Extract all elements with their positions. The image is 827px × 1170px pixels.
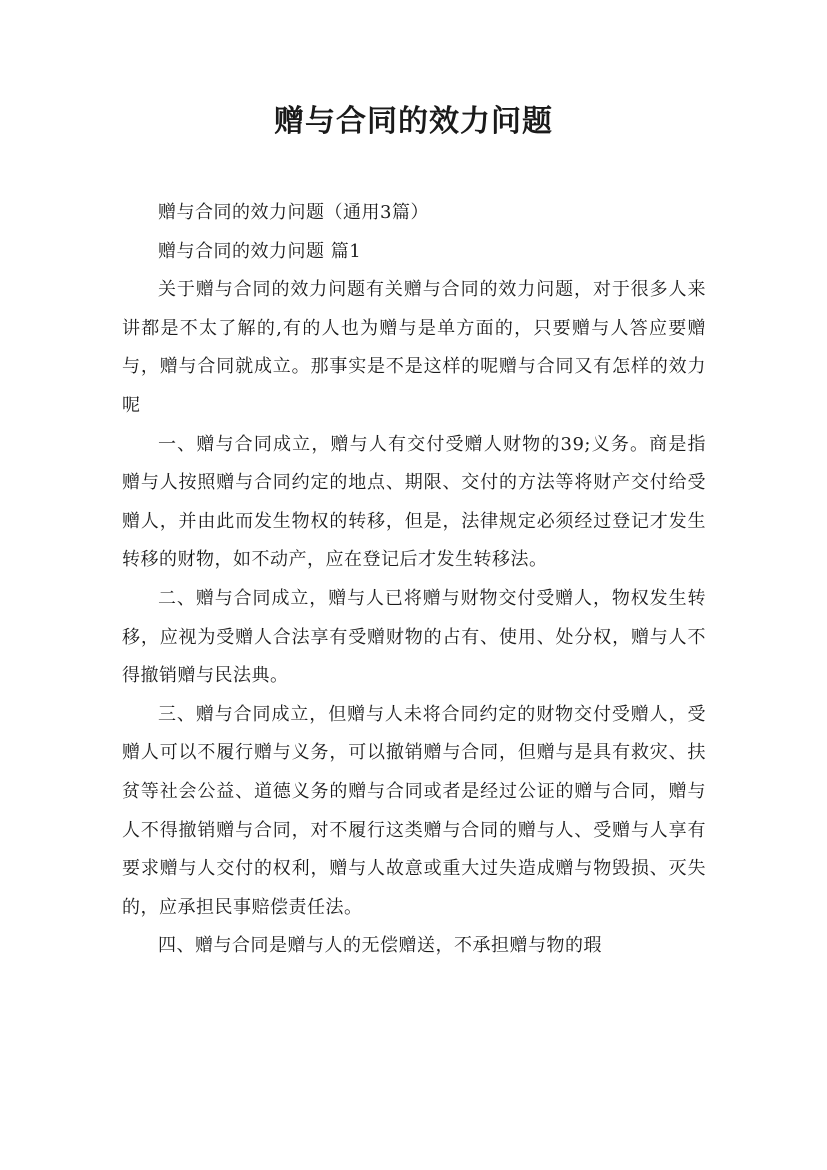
document-title: 赠与合同的效力问题: [274, 104, 553, 139]
paragraph-subtitle: 赠与合同的效力问题（通用3篇）: [158, 202, 429, 223]
paragraph-section-heading: 赠与合同的效力问题 篇1: [158, 240, 362, 262]
paragraph-intro: 关于赠与合同的效力问题有关赠与合同的效力问题，对于很多人来讲都是不太了解的,有的人也为赠与是单方面的，只要赠与人答应要赠与，赠与合同就成立。那事实是不是这样的呢赠与合同又有怎样的效力呢: [122, 279, 706, 416]
document-body: [122, 194, 706, 966]
paragraph-point-1: 一、赠与合同成立，赠与人有交付受赠人财物的39;义务。商是指赠与人按照赠与合同约定的地点、期限、交付的方法等将财产交付给受赠人，并由此而发生物权的转移，但是，法律规定必须经过登记才发生转移的财物，如不动产，应在登记后才发生转移法。: [122, 433, 706, 571]
paragraph-point-3: 三、赠与合同成立，但赠与人未将合同约定的财物交付受赠人，受赠人可以不履行赠与义务，可以撤销赠与合同，但赠与是具有救灾、扶贫等社会公益、道德义务的赠与合同或者是经过公证的赠与合同，赠与人不得撤销赠与合同，对不履行这类赠与合同的赠与人、受赠与人享有要求赠与人交付的权利，赠与人故意或重大过失造成赠与物毁损、灭失的，应承担民事赔偿责任法。: [122, 703, 706, 918]
paragraph-point-2: 二、赠与合同成立，赠与人已将赠与财物交付受赠人，物权发生转移，应视为受赠人合法享有受赠财物的占有、使用、处分权，赠与人不得撤销赠与民法典。: [122, 587, 706, 687]
paragraph-point-4: 四、赠与合同是赠与人的无偿赠送，不承担赠与物的瑕: [158, 935, 602, 957]
